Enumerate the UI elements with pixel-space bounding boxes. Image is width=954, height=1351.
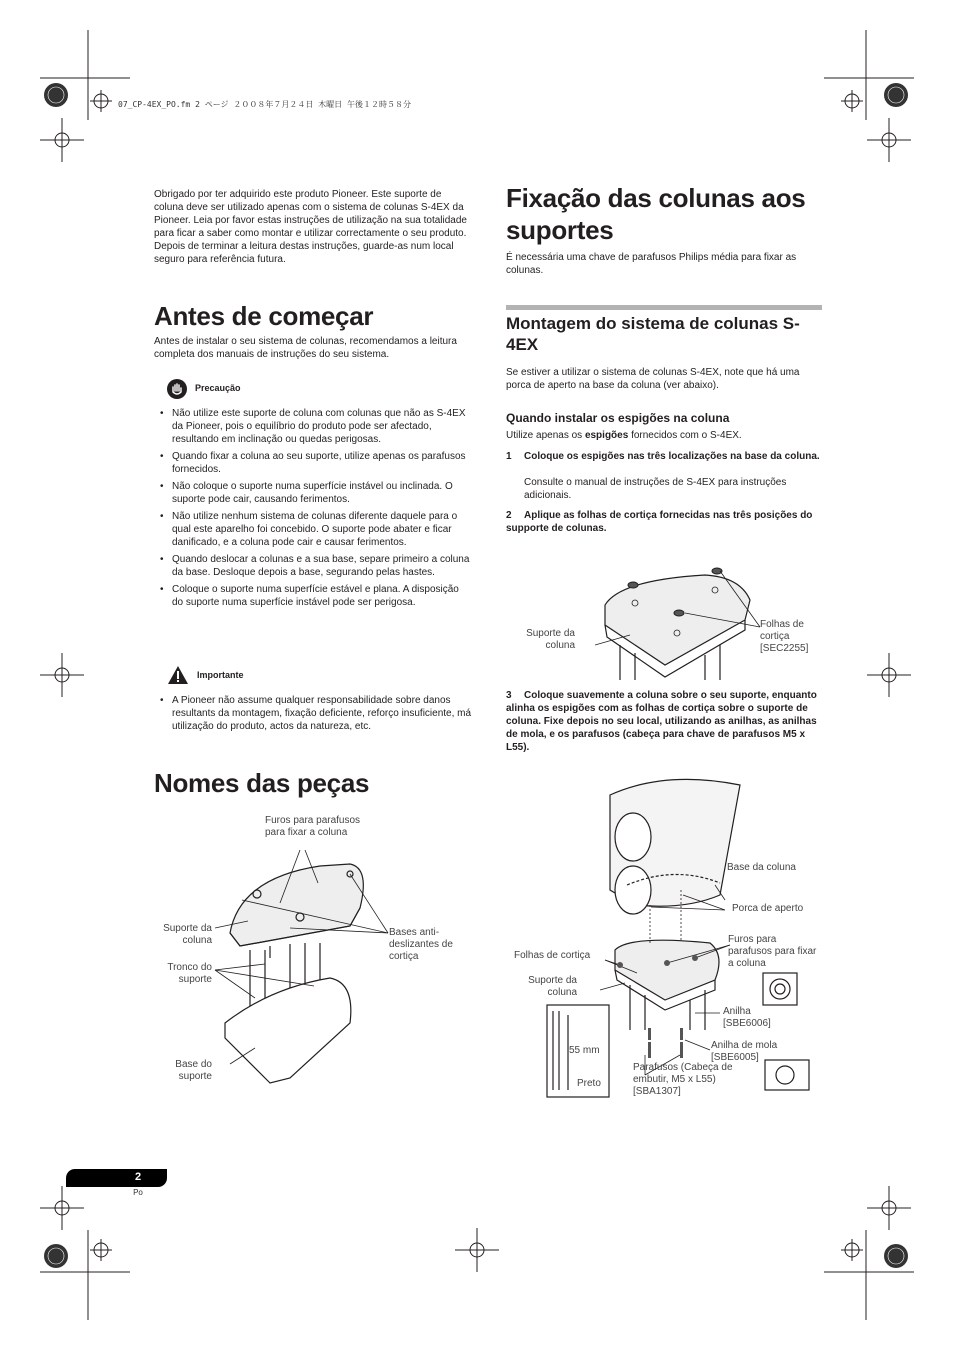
- step-1: [506, 450, 824, 463]
- fig3-label-suporte: Suporte da coluna: [528, 975, 577, 998]
- fig2-label-folhas: Folhas de cortiça [SEC2255]: [760, 619, 809, 654]
- label-tronco: Tronco do suporte: [167, 962, 212, 985]
- fig3-label-preto: Preto: [577, 1078, 601, 1089]
- montagem-title: Montagem do sistema de colunas S-4EX: [506, 314, 800, 354]
- antes-title: Antes de começar: [154, 301, 374, 331]
- caution-item: • Quando fixar a coluna ao seu suporte, utilize apenas os parafusos fornecidos.: [154, 450, 472, 476]
- espigoes-bold: espigões: [584, 430, 629, 441]
- step-1-text: Coloque os espigões nas três localizações na base da coluna.: [524, 451, 820, 462]
- intro-text: Obrigado por ter adquirido este produto Pioneer. Este suporte de coluna deve ser utilizado apenas com o sistema de colunas S-4EX da Pioneer. Leia por favor estas instruções de utilização na sua totalidade para ficar a saber como montar e utilizar correctamente o seu produto. Depois de terminar a leitura destas instruções, guarde-as num local seguro para referência futura.: [154, 189, 467, 265]
- fig3-label-mm: 55 mm: [569, 1045, 600, 1056]
- caution-label: Precaução: [195, 383, 241, 393]
- label-suporte: Suporte da coluna: [163, 923, 212, 946]
- montagem-text: Se estiver a utilizar o sistema de colunas S-4EX, note que há uma porca de aperto na base da coluna (ver abaixo).: [506, 367, 800, 391]
- espigoes-pre: Utilize apenas os: [506, 430, 585, 441]
- caution-item: • Quando deslocar a colunas e a sua base, separe primeiro a coluna da base. Desloque depois a base, segurando pelas hastes.: [154, 553, 472, 579]
- step-3-text: Coloque suavemente a coluna sobre o seu suporte, enquanto alinha os espigões com as folhas de cortiça sobre o suporte de coluna. Fixe depois no seu local, utilizando as anilhas, as anilhas de mola, e os parafusos (cabeça para chave de parafusos M5 x L55).: [506, 690, 817, 753]
- fig2-label-suporte: Suporte da coluna: [526, 628, 575, 651]
- fig3-label-porca: Porca de aperto: [732, 903, 804, 914]
- caution-item: • Não utilize nenhum sistema de colunas diferente daquele para o qual este aparelho foi concebido. O suporte pode abater e ficar danificado, e a coluna pode cair e causar ferimentos.: [154, 510, 472, 549]
- page-number: 2: [134, 1171, 142, 1183]
- espigoes-title: Quando instalar os espigões na coluna: [506, 411, 730, 425]
- caution-item: • Não utilize este suporte de coluna com colunas que não as S-4EX da Pioneer, pois o equilíbrio do produto pode ser afectado, resultando em inclinação ou quedas perigosas.: [154, 407, 472, 446]
- label-bases: Bases anti-deslizantes de cortiça: [389, 927, 453, 962]
- stand-parts-diagram: [210, 838, 470, 1098]
- fig3-label-anilha-mola: Anilha de mola [SBE6005]: [711, 1040, 778, 1063]
- step-1-sub: Consulte o manual de instruções de S-4EX para instruções adicionais.: [524, 477, 787, 501]
- fig3-label-parafusos: Parafusos (Cabeça de embutir, M5 x L55) [SBA1307]: [633, 1062, 733, 1097]
- step-1-number: 1: [506, 451, 512, 462]
- espigoes-post: fornecidos com o S-4EX.: [628, 430, 742, 441]
- montagem-rule: [506, 305, 822, 310]
- step-2-text: Aplique as folhas de cortiça fornecidas nas três posições do supporte de colunas.: [506, 510, 813, 534]
- cork-sheets-diagram: [595, 565, 765, 680]
- caution-item: • Coloque o suporte numa superfície estável e plana. A disposição do suporte numa superfície instável pode ser perigosa.: [154, 583, 472, 609]
- step-2-number: 2: [506, 510, 512, 521]
- header-line: 07_CP-4EX_PO.fm 2 ページ ２００８年７月２４日 木曜日 午後１２時５８分: [118, 100, 411, 109]
- important-label: Importante: [197, 670, 244, 680]
- fixacao-text: É necessária uma chave de parafusos Philips média para fixar as colunas.: [506, 252, 797, 276]
- important-list: [154, 694, 474, 737]
- fig3-label-anilha: Anilha [SBE6006]: [723, 1006, 771, 1029]
- fixacao-title: Fixação das colunas aos suportes: [506, 183, 806, 245]
- caution-list: [154, 407, 472, 613]
- step-2: [506, 509, 824, 535]
- espigoes-text: [506, 429, 824, 442]
- label-base: Base do suporte: [175, 1059, 212, 1082]
- fig3-label-folhas: Folhas de cortiça: [514, 950, 591, 961]
- antes-text: Antes de instalar o seu sistema de colunas, recomendamos a leitura completa dos manuais de instruções do seu sistema.: [154, 336, 457, 360]
- label-furos: Furos para parafusos para fixar a coluna: [265, 815, 361, 838]
- fig3-label-furos: Furos para parafusos para fixar a coluna: [728, 934, 817, 969]
- warning-icon: [167, 665, 189, 685]
- page-number-tab: [66, 1169, 167, 1187]
- caution-item: • Não coloque o suporte numa superfície instável ou inclinada. O suporte pode cair, causando ferimentos.: [154, 480, 472, 506]
- nomes-title: Nomes das peças: [154, 768, 370, 798]
- step-3: [506, 689, 824, 754]
- caution-hand-icon: [167, 379, 187, 399]
- page-lang: Po: [133, 1188, 143, 1197]
- step-3-number: 3: [506, 690, 512, 701]
- fig3-label-base-coluna: Base da coluna: [727, 862, 796, 873]
- important-item: • A Pioneer não assume qualquer responsabilidade sobre danos resultants da montagem, fixação deficiente, reforço insuficiente, má utilização do produto, actos da natureza, etc.: [154, 694, 474, 733]
